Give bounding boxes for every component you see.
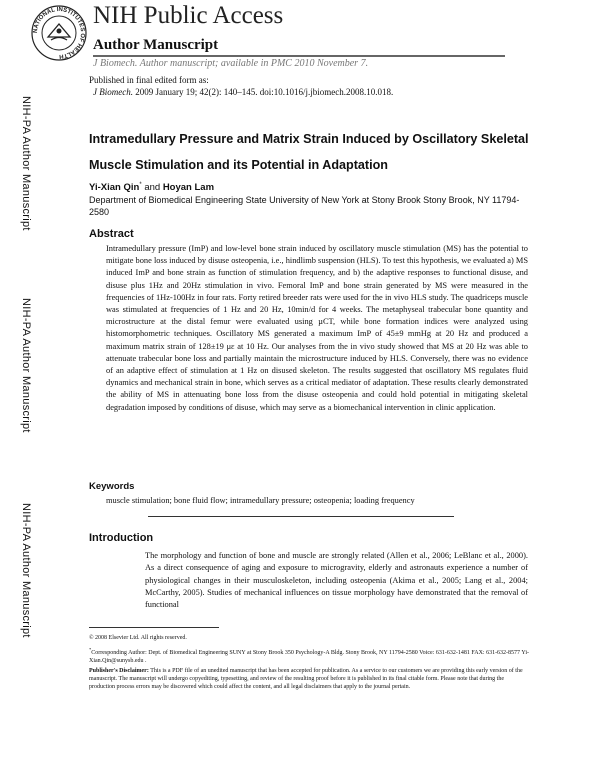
sidebar-label-middle: NIH-PA Author Manuscript <box>20 298 32 433</box>
availability-text: Author manuscript; available in PMC 2010 November 7. <box>139 58 369 69</box>
sidebar-label-bottom: NIH-PA Author Manuscript <box>20 503 32 638</box>
citation-details: 2009 January 19; 42(2): 140–145. doi:10.1016/j.jbiomech.2008.10.018. <box>135 87 394 97</box>
author-lam: Hoyan Lam <box>162 182 215 194</box>
availability-journal: J Biomech. <box>93 58 138 69</box>
corresponding-author-note <box>89 646 529 665</box>
citation-journal: J Biomech. <box>93 87 133 97</box>
abstract-heading: Abstract <box>89 228 134 240</box>
citation-line <box>93 87 393 97</box>
keywords-divider <box>148 516 454 517</box>
introduction-text: The morphology and function of bone and muscle are strongly related (Allen et al., 2006; LeBlanc et al., 2000). As a direct consequence of aging and exposure to microgravity, elderly and astronauts experience a number of physiological changes in their musculoskeleton, including osteopenia (Akima et al., 2005; Lang et al., 2004; McCarthy, 2005). Studies of mechanical influences on tissue morphology have demonstrated that the removal of functional <box>145 551 528 610</box>
copyright-notice: © 2008 Elsevier Ltd. All rights reserved. <box>89 635 187 641</box>
sidebar-label-top: NIH-PA Author Manuscript <box>20 96 32 231</box>
corresponding-note-text: Corresponding Author: Dept. of Biomedical Engineering SUNY at Stony Brook 350 Psychology-A Bldg. Stony Brook, NY 11794-2580 Voice: 631-632-1481 FAX: 631-632-8577 Yi-Xian.Qin@sunysb.edu . <box>89 650 530 664</box>
keywords-text: muscle stimulation; bone fluid flow; intramedullary pressure; osteopenia; loading frequency <box>106 496 415 505</box>
publisher-disclaimer <box>89 667 529 691</box>
author-and: and <box>144 182 161 194</box>
keywords-heading: Keywords <box>89 481 135 492</box>
article-title: Intramedullary Pressure and Matrix Strain Induced by Oscillatory Skeletal Muscle Stimulation and its Potential in Adaptation <box>89 132 529 172</box>
published-in-label: Published in final edited form as: <box>89 75 209 85</box>
introduction-heading: Introduction <box>89 532 154 544</box>
author-manuscript-label: Author Manuscript <box>93 37 219 53</box>
footnote-divider <box>89 627 219 628</box>
affiliation: Department of Biomedical Engineering State University of New York at Stony Brook Stony Brook, NY 11794-2580 <box>89 195 520 217</box>
nih-public-access-title: NIH Public Access <box>93 2 284 29</box>
logo-ring-text: NATIONAL INSTITUTES OF HEALTH <box>32 6 86 60</box>
corresponding-note-mark: * <box>89 647 92 652</box>
disclaimer-text: This is a PDF file of an unedited manuscript that has been accepted for publication. As a service to our customers we are providing this early version of the manuscript. The manuscript will undergo copyediting, typesetting, and review of the resulting proof before it is published in its final citable form. Please note that during the production process errors may be discovered which could affect the content, and all legal disclaimers that apply to the journal pertain. <box>89 668 523 690</box>
corresponding-mark: * <box>139 182 142 188</box>
author-qin: Yi-Xian Qin <box>89 182 140 194</box>
author-list <box>89 182 214 193</box>
nih-logo-icon <box>30 4 88 62</box>
availability-line <box>93 58 368 69</box>
abstract-text: Intramedullary pressure (ImP) and low-level bone strain induced by oscillatory muscle stimulation (MS) has the potential to mitigate bone loss induced by disuse osteopenia, i.e., hindlimb suspension (HLS). To test this hypothesis, we evaluated a) MS induced ImP and bone strain as function of stimulation frequency, and b) the adaptive responses to functional disuse, and disuse plus 1Hz and 20Hz stimulation in vivo. Femoral ImP and bone strain generated by MS were measured in the frequencies of 1Hz-100Hz in four rats. Forty retired breeder rats were used for the in vivo HLS study. The quadriceps muscle was stimulated at frequencies of 1 Hz and 20 Hz, 10min/d for 4 weeks. The metaphyseal trabecular bone quantity and microstructure at the distal femur were evaluated using µCT, while bone formation indices were analyzed using histomorphometric techniques. Oscillatory MS generated a maximum ImP of 45±9 mmHg at 20 Hz and produced a maximum matrix strain of 128±19 με at 10 Hz. Our analyses from the in vivo study showed that MS at 20 Hz was able to attenuate trabecular bone loss and partially maintain the microstructure induced by HLS. Conversely, there was no evidence of an adaptive effect of stimulation at 1 Hz on disused skeleton. The results suggested that oscillatory MS regulates fluid dynamics and mechanical strain in bone, which serves as a critical mediator of adaptation. These results clearly demonstrated the ability of MS in attenuating bone loss from the disuse osteopenia and could hold potential in mitigating skeletal degradation imposed by conditions of disuse, which may serve as a biomechanical intervention in clinic application. <box>106 244 528 412</box>
header-divider <box>93 55 505 57</box>
disclaimer-label: Publisher's Disclaimer: <box>89 668 149 674</box>
